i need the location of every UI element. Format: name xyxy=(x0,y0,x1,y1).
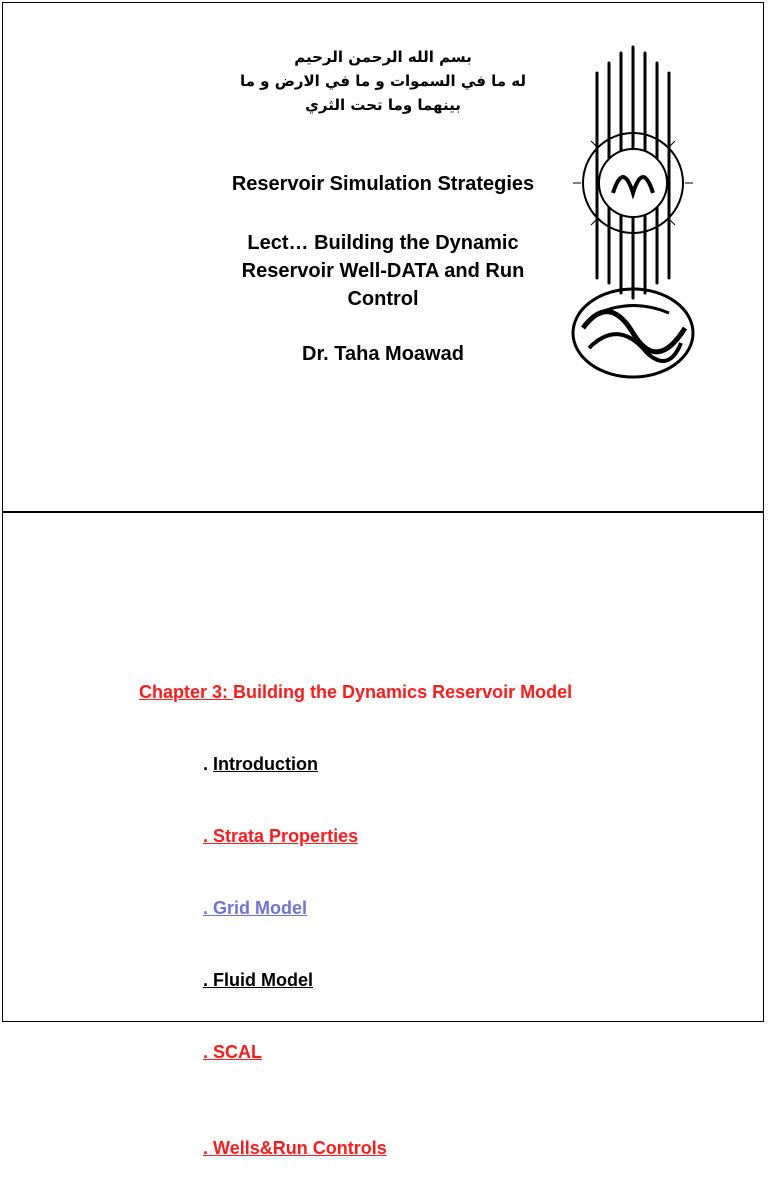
arabic-line-1: بسم الله الرحمن الرحيم xyxy=(294,48,472,66)
lecture-title-line-1: Lect… Building the Dynamic xyxy=(247,232,519,254)
arabic-line-3: بينهما وما تحت الثري xyxy=(305,96,461,114)
chapter-heading xyxy=(109,656,572,728)
toc-item-grid-model: . Grid Model xyxy=(203,898,308,918)
toc-item-fluid-model: . Fluid Model xyxy=(203,970,314,990)
lecture-title-line-3: Control xyxy=(347,288,419,310)
calligraphy-emblem-icon xyxy=(569,43,703,383)
toc-item-introduction: . Introduction xyxy=(203,754,319,774)
lecture-title xyxy=(173,229,593,313)
title-slide xyxy=(2,2,764,512)
chapter-label: Chapter 3: xyxy=(139,682,234,702)
course-title: Reservoir Simulation Strategies xyxy=(231,173,535,195)
contents-slide xyxy=(2,512,764,1158)
toc-item-scal: . SCAL xyxy=(203,1042,263,1062)
chapter-title: Building the Dynamics Reservoir Model xyxy=(233,682,573,702)
chapter-contents xyxy=(109,656,572,1184)
toc-item-strata-properties: . Strata Properties xyxy=(203,826,359,846)
lecture-title-line-2: Reservoir Well-DATA and Run xyxy=(241,260,525,282)
arabic-line-2: له ما في السموات و ما في الارض و ما xyxy=(240,72,526,90)
author-name: Dr. Taha Moawad xyxy=(302,343,464,365)
toc-item-wells-run-controls: . Wells&Run Controls xyxy=(203,1138,387,1158)
